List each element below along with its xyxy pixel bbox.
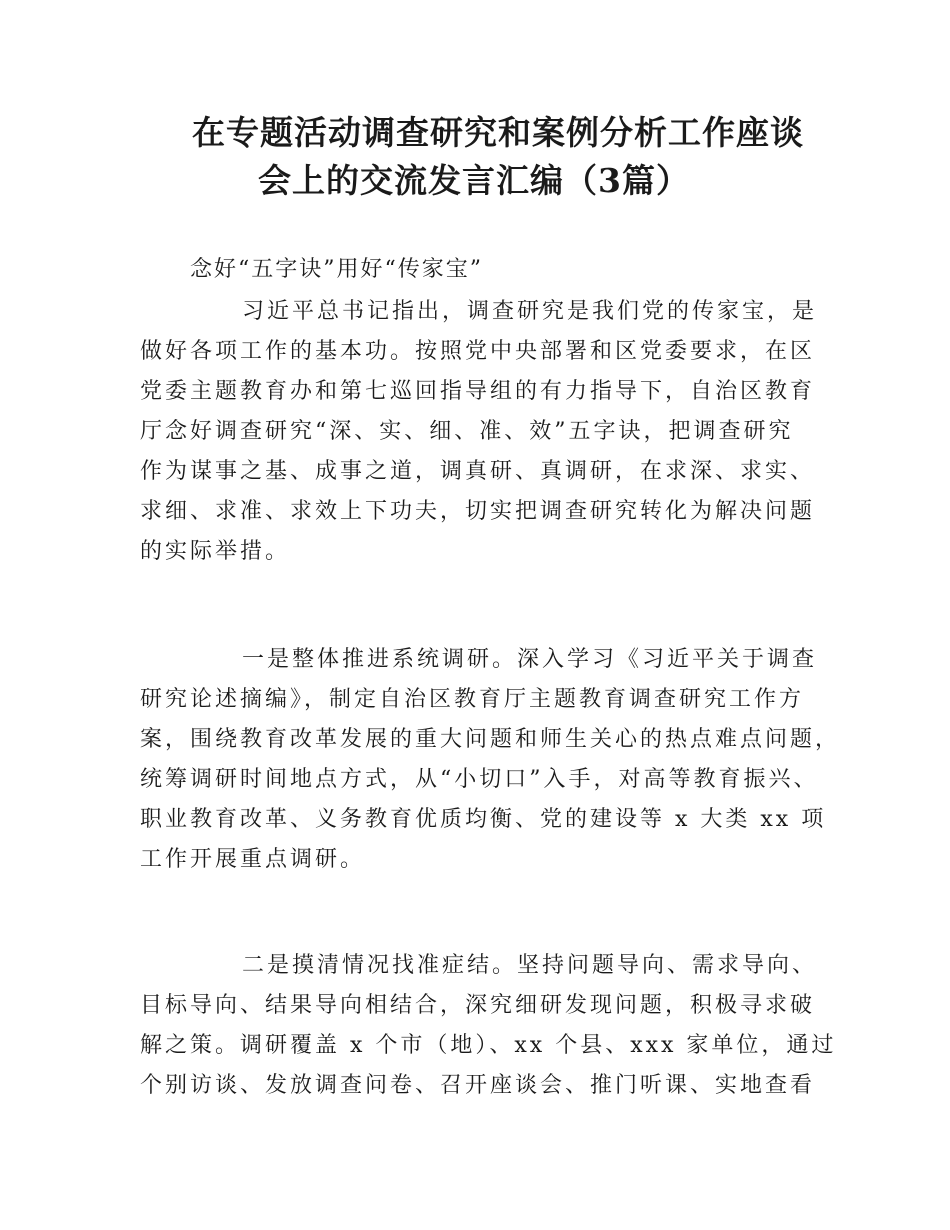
paragraph-line: 职业教育改革、义务教育优质均衡、党的建设等 x 大类 xx 项 xyxy=(140,807,827,832)
paragraph-line: 作为谋事之基、成事之道，调真研、真调研，在求深、求实、 xyxy=(140,459,816,484)
document-subtitle: 念好“五字诀”用好“传家宝” xyxy=(190,257,483,282)
paragraph-1 xyxy=(140,292,830,572)
paragraph-line: 习近平总书记指出，调查研究是我们党的传家宝，是 xyxy=(242,299,818,324)
paragraph-line: 党委主题教育办和第七巡回指导组的有力指导下，自治区教育 xyxy=(140,379,816,404)
paragraph-3 xyxy=(140,946,837,1106)
paragraph-line: 求细、求准、求效上下功夫，切实把调查研究转化为解决问题 xyxy=(140,499,816,524)
paragraph-line: 厅念好调查研究“深、实、细、准、效”五字诀，把调查研究 xyxy=(140,419,794,444)
paragraph-2 xyxy=(140,640,841,880)
paragraph-line: 工作开展重点调研。 xyxy=(140,847,366,872)
paragraph-line: 研究论述摘编》，制定自治区教育厅主题教育调查研究工作方 xyxy=(140,687,805,712)
paragraph-line: 二是摸清情况找准症结。坚持问题导向、需求导向、 xyxy=(242,953,818,978)
paragraph-line: 目标导向、结果导向相结合，深究细研发现问题，积极寻求破 xyxy=(140,993,816,1018)
paragraph-line: 的实际举措。 xyxy=(140,539,291,564)
paragraph-line: 做好各项工作的基本功。按照党中央部署和区党委要求，在区 xyxy=(140,339,816,364)
paragraph-line: 个别访谈、发放调查问卷、召开座谈会、推门听课、实地查看 xyxy=(140,1073,816,1098)
title-line-1: 在专题活动调查研究和案例分析工作座谈 xyxy=(192,113,804,152)
title-line-2: 会上的交流发言汇编（3篇） xyxy=(258,161,690,200)
paragraph-line: 一是整体推进系统调研。深入学习《习近平关于调查 xyxy=(242,647,818,672)
paragraph-line: 统筹调研时间地点方式，从“小切口”入手，对高等教育振兴、 xyxy=(140,767,819,792)
paragraph-line: 解之策。调研覆盖 x 个市（地）、xx 个县、xxx 家单位，通过 xyxy=(140,1033,837,1058)
paragraph-line: 案，围绕教育改革发展的重大问题和师生关心的热点难点问题， xyxy=(140,727,841,752)
